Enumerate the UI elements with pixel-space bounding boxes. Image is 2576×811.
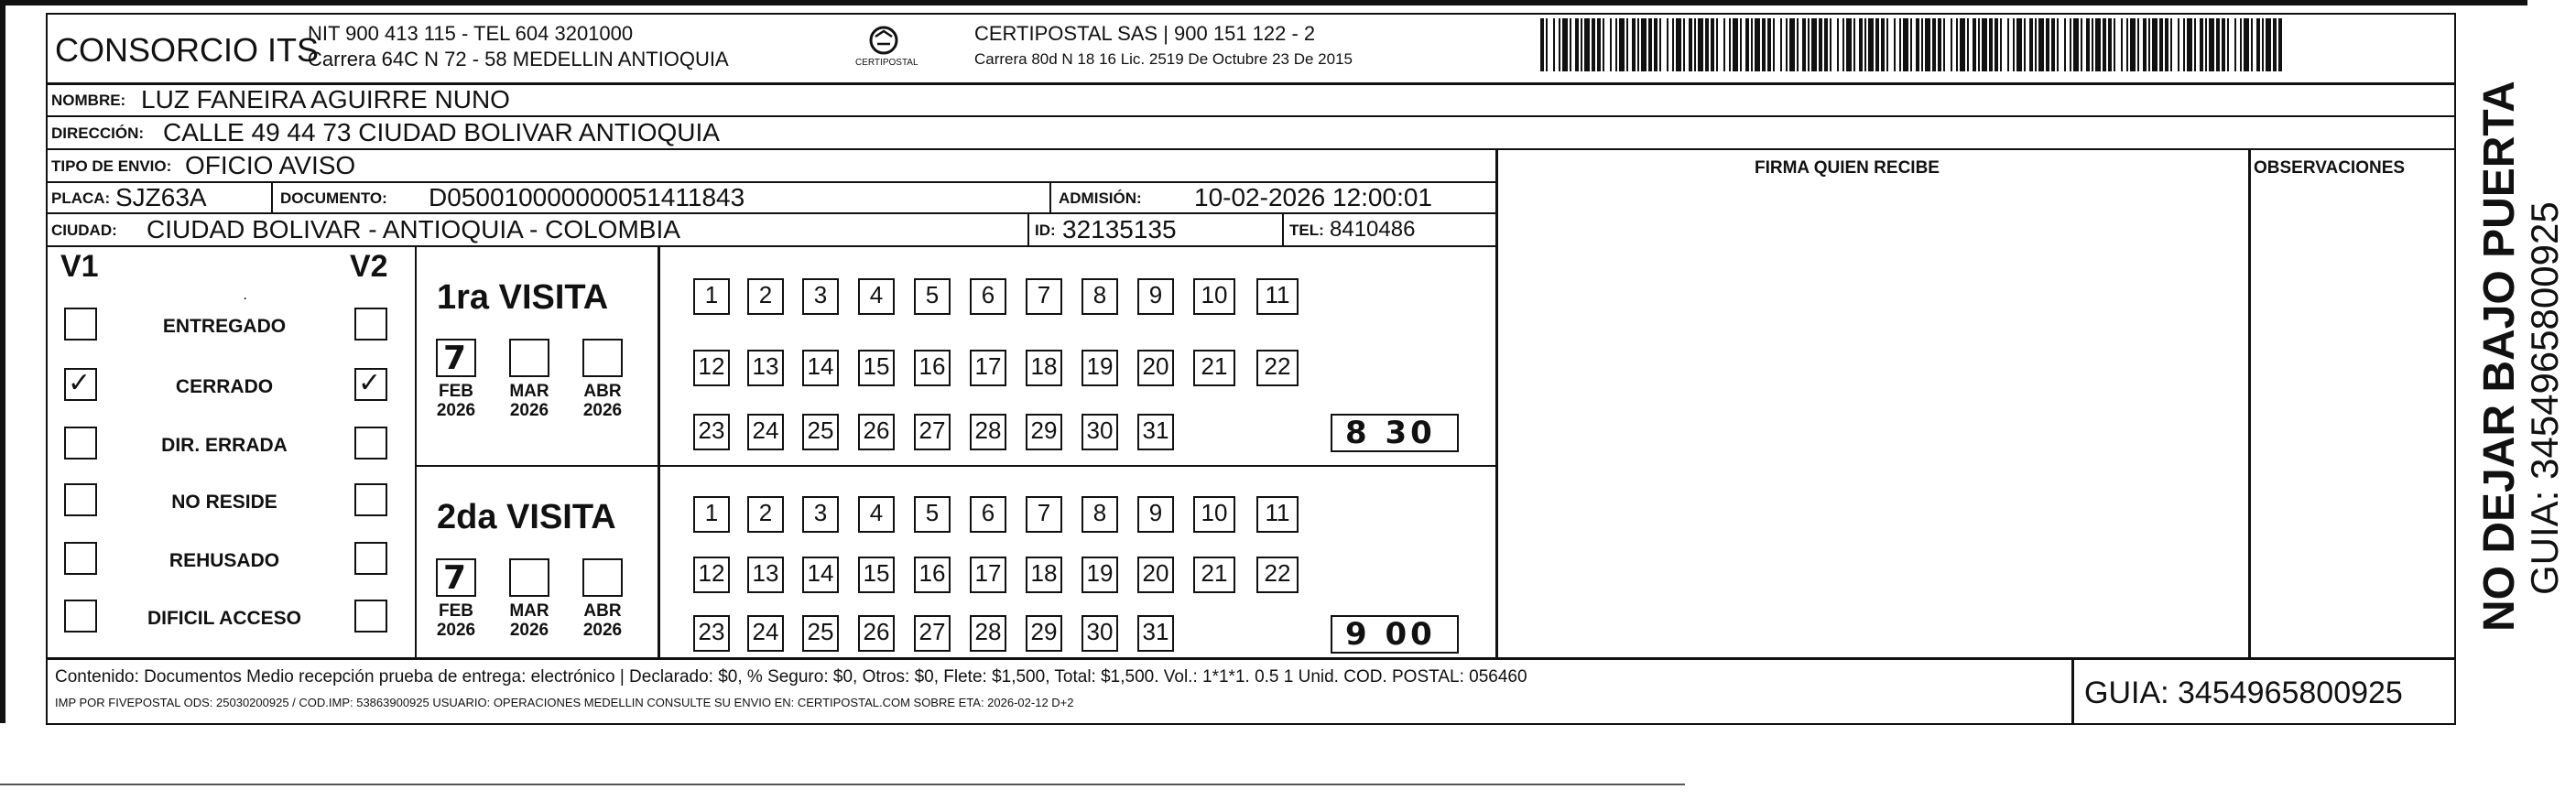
day-cell[interactable]: 26 <box>858 414 895 450</box>
v1-checkbox[interactable] <box>64 483 97 516</box>
day-cell[interactable]: 19 <box>1081 350 1118 386</box>
day-cell[interactable]: 7 <box>1026 278 1062 315</box>
footer-contenido: Contenido: Documentos Medio recepción prueba de entrega: electrónico | Declarado: $0, % Seguro: $0, Otros: $0, Flete: $1,500, Total: $1,500. Vol.: 1*1*1. 0.5 1 Unid. COD. POSTAL: 056460 <box>55 667 1527 687</box>
status-label: DIR. ERRADA <box>161 435 288 456</box>
v2-label: V2 <box>350 249 388 284</box>
tipo-envio-label: TIPO DE ENVIO: <box>51 157 172 175</box>
day-cell[interactable]: 4 <box>858 496 895 533</box>
day-cell[interactable]: 5 <box>914 496 951 533</box>
status-label: CERRADO <box>175 376 274 397</box>
day-cell[interactable]: 21 <box>1193 557 1235 593</box>
placa-divider <box>271 181 273 214</box>
hour-box[interactable] <box>1331 414 1459 452</box>
month-label <box>575 602 630 641</box>
v2-checkbox[interactable] <box>354 600 387 633</box>
day-cell[interactable]: 12 <box>693 350 730 386</box>
month-year: 2026 <box>436 400 476 420</box>
month-name: ABR <box>583 382 622 401</box>
direccion-value: CALLE 49 44 73 CIUDAD BOLIVAR ANTIOQUIA <box>163 118 720 146</box>
documento-label: DOCUMENTO: <box>280 189 387 207</box>
visit-title: 1ra VISITA <box>437 278 609 317</box>
nombre-label: NOMBRE: <box>51 92 126 109</box>
month-name: FEB <box>439 382 473 401</box>
placa-value: SJZ63A <box>115 183 207 211</box>
v2-checkbox[interactable] <box>354 542 387 575</box>
certipostal-name: CERTIPOSTAL SAS | 900 151 122 - 2 <box>974 22 1316 45</box>
v2-checkbox[interactable] <box>354 427 387 460</box>
v1-checkbox[interactable] <box>64 427 97 460</box>
day-cell[interactable]: 16 <box>914 557 951 593</box>
day-cell[interactable]: 2 <box>747 496 784 533</box>
hour-handwritten: 9 00 <box>1345 616 1436 653</box>
day-cell[interactable]: 11 <box>1256 496 1299 533</box>
month-year: 2026 <box>509 400 549 420</box>
day-cell[interactable]: 15 <box>858 350 895 386</box>
day-cell[interactable]: 12 <box>693 557 730 593</box>
v1-check-mark: ✓ <box>68 367 92 399</box>
hour-handwritten: 8 30 <box>1345 415 1436 451</box>
day-cell[interactable]: 14 <box>802 350 839 386</box>
row-line-1 <box>46 115 2456 117</box>
document-left-edge <box>0 0 5 723</box>
month-year: 2026 <box>582 400 623 420</box>
footer-divider <box>46 657 2456 660</box>
day-cell[interactable]: 11 <box>1256 278 1299 315</box>
day-cell[interactable]: 25 <box>802 414 839 450</box>
status-label: REHUSADO <box>168 550 280 571</box>
certipostal-logo-text: CERTIPOSTAL <box>855 58 918 68</box>
day-cell[interactable]: 31 <box>1137 414 1174 450</box>
documento-value: D050010000000051411843 <box>429 183 745 211</box>
month-label <box>502 383 557 421</box>
day-cell[interactable]: 30 <box>1081 615 1118 652</box>
side-warning <box>2473 81 2573 632</box>
status-label: NO RESIDE <box>171 492 277 513</box>
day-cell[interactable]: 17 <box>970 557 1006 593</box>
day-cell[interactable]: 13 <box>747 557 784 593</box>
hour-box[interactable] <box>1331 615 1459 654</box>
day-cell[interactable]: 10 <box>1193 496 1235 533</box>
id-value: 32135135 <box>1062 215 1177 243</box>
day-cell[interactable]: 27 <box>914 615 951 652</box>
firma-quien-recibe-label: FIRMA QUIEN RECIBE <box>1755 158 1940 178</box>
month-checkbox[interactable] <box>509 558 549 597</box>
day-cell[interactable]: 5 <box>914 278 951 315</box>
ciudad-value: CIUDAD BOLIVAR - ANTIOQUIA - COLOMBIA <box>147 215 680 243</box>
day-cell[interactable]: 3 <box>802 278 839 315</box>
v2-check-mark: ✓ <box>358 367 382 399</box>
month-label <box>575 383 630 421</box>
visit-title: 2da VISITA <box>437 498 616 536</box>
day-cell[interactable]: 4 <box>858 278 895 315</box>
day-cell[interactable]: 22 <box>1256 557 1299 593</box>
day-cell[interactable]: 29 <box>1026 414 1062 450</box>
day-cell[interactable]: 21 <box>1193 350 1235 386</box>
day-cell[interactable]: 6 <box>970 278 1006 315</box>
v1-label: V1 <box>60 249 99 284</box>
company-nit: NIT 900 413 115 - TEL 604 3201000 <box>308 22 634 45</box>
v1-checkbox[interactable] <box>64 308 97 341</box>
day-cell[interactable]: 19 <box>1081 557 1118 593</box>
observaciones-column-line <box>2248 148 2251 657</box>
day-cell[interactable]: 8 <box>1081 496 1118 533</box>
day-cell[interactable]: 13 <box>747 350 784 386</box>
month-name: ABR <box>583 601 622 621</box>
row-line-2 <box>46 148 2456 150</box>
footer-guia-divider <box>2071 657 2074 725</box>
day-cell[interactable]: 15 <box>858 557 895 593</box>
month-handwritten-mark: 7 <box>443 559 467 597</box>
month-year: 2026 <box>582 620 623 640</box>
side-guia: GUIA: 3454965800925 <box>2523 201 2566 595</box>
day-cell[interactable]: 30 <box>1081 414 1118 450</box>
day-cell[interactable]: 10 <box>1193 278 1235 315</box>
ciudad-label: CIUDAD: <box>51 222 117 239</box>
month-label <box>429 602 484 641</box>
v2-checkbox[interactable] <box>354 308 387 341</box>
id-label: ID: <box>1035 222 1056 239</box>
day-cell[interactable]: 8 <box>1081 278 1118 315</box>
footer-guia: GUIA: 3454965800925 <box>2084 676 2403 710</box>
bottom-separator-line <box>0 784 1685 785</box>
v2-checkbox[interactable] <box>354 483 387 516</box>
month-name: MAR <box>509 601 549 621</box>
day-cell[interactable]: 28 <box>970 615 1006 652</box>
tel-label: TEL: <box>1289 222 1324 239</box>
month-handwritten-mark: 7 <box>443 340 467 377</box>
tel-value: 8410486 <box>1330 217 1416 242</box>
month-year: 2026 <box>436 620 476 640</box>
day-cell[interactable]: 23 <box>693 615 730 652</box>
day-cell[interactable]: 1 <box>693 278 730 315</box>
day-cell[interactable]: 7 <box>1026 496 1062 533</box>
day-cell[interactable]: 16 <box>914 350 951 386</box>
day-cell[interactable]: 26 <box>858 615 895 652</box>
direccion-label: DIRECCIÓN: <box>51 124 145 142</box>
v1-checkbox[interactable] <box>64 542 97 575</box>
month-checkbox[interactable] <box>582 339 623 377</box>
company-name: CONSORCIO ITS <box>55 31 320 69</box>
month-name: MAR <box>509 382 549 401</box>
day-cell[interactable]: 31 <box>1137 615 1174 652</box>
day-cell[interactable]: 29 <box>1026 615 1062 652</box>
footer-imp: IMP POR FIVEPOSTAL ODS: 25030200925 / COD.IMP: 53863900925 USUARIO: OPERACIONES MEDELLIN CONSULTE SU ENVIO EN: CERTIPOSTAL.COM SOBRE ETA: 2026-02-12 D+2 <box>55 696 1074 709</box>
day-cell[interactable]: 20 <box>1137 350 1174 386</box>
day-cell[interactable]: 1 <box>693 496 730 533</box>
document-top-edge <box>0 0 2527 5</box>
admision-value: 10-02-2026 12:00:01 <box>1194 183 1432 211</box>
visit-calendar-divider <box>658 247 660 659</box>
status-dot: · <box>244 292 247 305</box>
row-line-4 <box>46 212 1495 214</box>
month-checkbox[interactable] <box>436 558 476 597</box>
v1-checkbox[interactable] <box>64 368 97 401</box>
v2-checkbox[interactable] <box>354 368 387 401</box>
no-dejar-bajo-puerta: NO DEJAR BAJO PUERTA <box>2475 81 2524 632</box>
day-cell[interactable]: 27 <box>914 414 951 450</box>
month-checkbox[interactable] <box>436 339 476 377</box>
month-label <box>429 383 484 421</box>
barcode <box>1540 18 2284 71</box>
day-cell[interactable]: 28 <box>970 414 1006 450</box>
day-cell[interactable]: 2 <box>747 278 784 315</box>
nombre-value: LUZ FANEIRA AGUIRRE NUNO <box>141 85 510 114</box>
day-cell[interactable]: 14 <box>802 557 839 593</box>
observaciones-label: OBSERVACIONES <box>2254 158 2406 178</box>
month-label <box>502 602 557 641</box>
admision-label: ADMISIÓN: <box>1059 189 1142 207</box>
month-year: 2026 <box>509 620 549 640</box>
day-cell[interactable]: 23 <box>693 414 730 450</box>
status-label: DIFICIL ACCESO <box>147 608 301 629</box>
certipostal-logo <box>852 22 916 71</box>
firma-column-line <box>1495 148 1498 657</box>
company-address: Carrera 64C N 72 - 58 MEDELLIN ANTIOQUIA <box>308 48 729 70</box>
day-cell[interactable]: 24 <box>747 414 784 450</box>
day-cell[interactable]: 18 <box>1026 350 1062 386</box>
certipostal-address: Carrera 80d N 18 16 Lic. 2519 De Octubre 23 De 2015 <box>974 50 1353 68</box>
placa-label: PLACA: <box>51 189 111 207</box>
day-cell[interactable]: 3 <box>802 496 839 533</box>
day-cell[interactable]: 18 <box>1026 557 1062 593</box>
admision-divider <box>1049 181 1051 214</box>
month-checkbox[interactable] <box>509 339 549 377</box>
tel-divider <box>1282 212 1284 247</box>
month-checkbox[interactable] <box>582 558 623 597</box>
tipo-envio-value: OFICIO AVISO <box>185 151 356 179</box>
v1-checkbox[interactable] <box>64 600 97 633</box>
day-cell[interactable]: 24 <box>747 615 784 652</box>
day-cell[interactable]: 6 <box>970 496 1006 533</box>
day-cell[interactable]: 25 <box>802 615 839 652</box>
status-label: ENTREGADO <box>162 316 287 337</box>
day-cell[interactable]: 9 <box>1137 496 1174 533</box>
day-cell[interactable]: 22 <box>1256 350 1299 386</box>
day-cell[interactable]: 17 <box>970 350 1006 386</box>
month-name: FEB <box>439 601 473 621</box>
day-cell[interactable]: 9 <box>1137 278 1174 315</box>
day-cell[interactable]: 20 <box>1137 557 1174 593</box>
id-divider <box>1027 212 1029 247</box>
